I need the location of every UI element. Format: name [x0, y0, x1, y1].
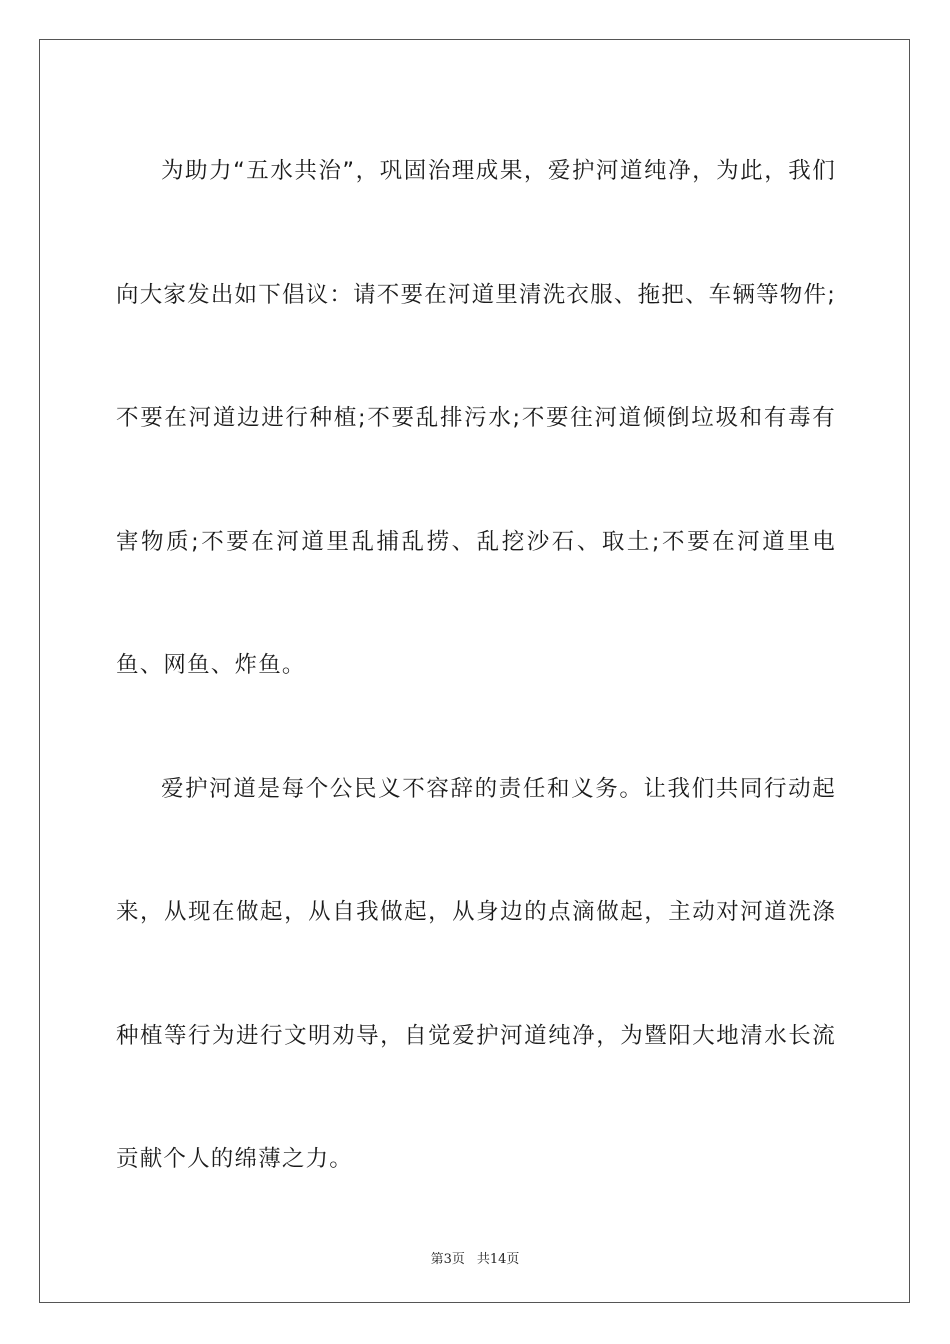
- paragraph-responsibility: 爱护河道是每个公民义不容辞的责任和义务。让我们共同行动起来，从现在做起，从自我做起，从身边的点滴做起，主动对河道洗涤种植等行为进行文明劝导，自觉爱护河道纯净，为暨阳大地清水长流贡献个人的绵薄之力。: [116, 775, 836, 1172]
- current-page-number: 第3页: [430, 1252, 465, 1267]
- document-body: [116, 110, 836, 1222]
- paragraph-proposal: 为助力“五水共治”，巩固治理成果，爱护河道纯净，为此，我们向大家发出如下倡议：请不要在河道里清洗衣服、拖把、车辆等物件;不要在河道边进行种植;不要乱排污水;不要往河道倾倒垃圾和有毒有害物质;不要在河道里乱捕乱捞、乱挖沙石、取土;不要在河道里电鱼、网鱼、炸鱼。: [116, 158, 836, 678]
- page-footer: [0, 1248, 950, 1267]
- total-pages: 共14页: [476, 1252, 520, 1267]
